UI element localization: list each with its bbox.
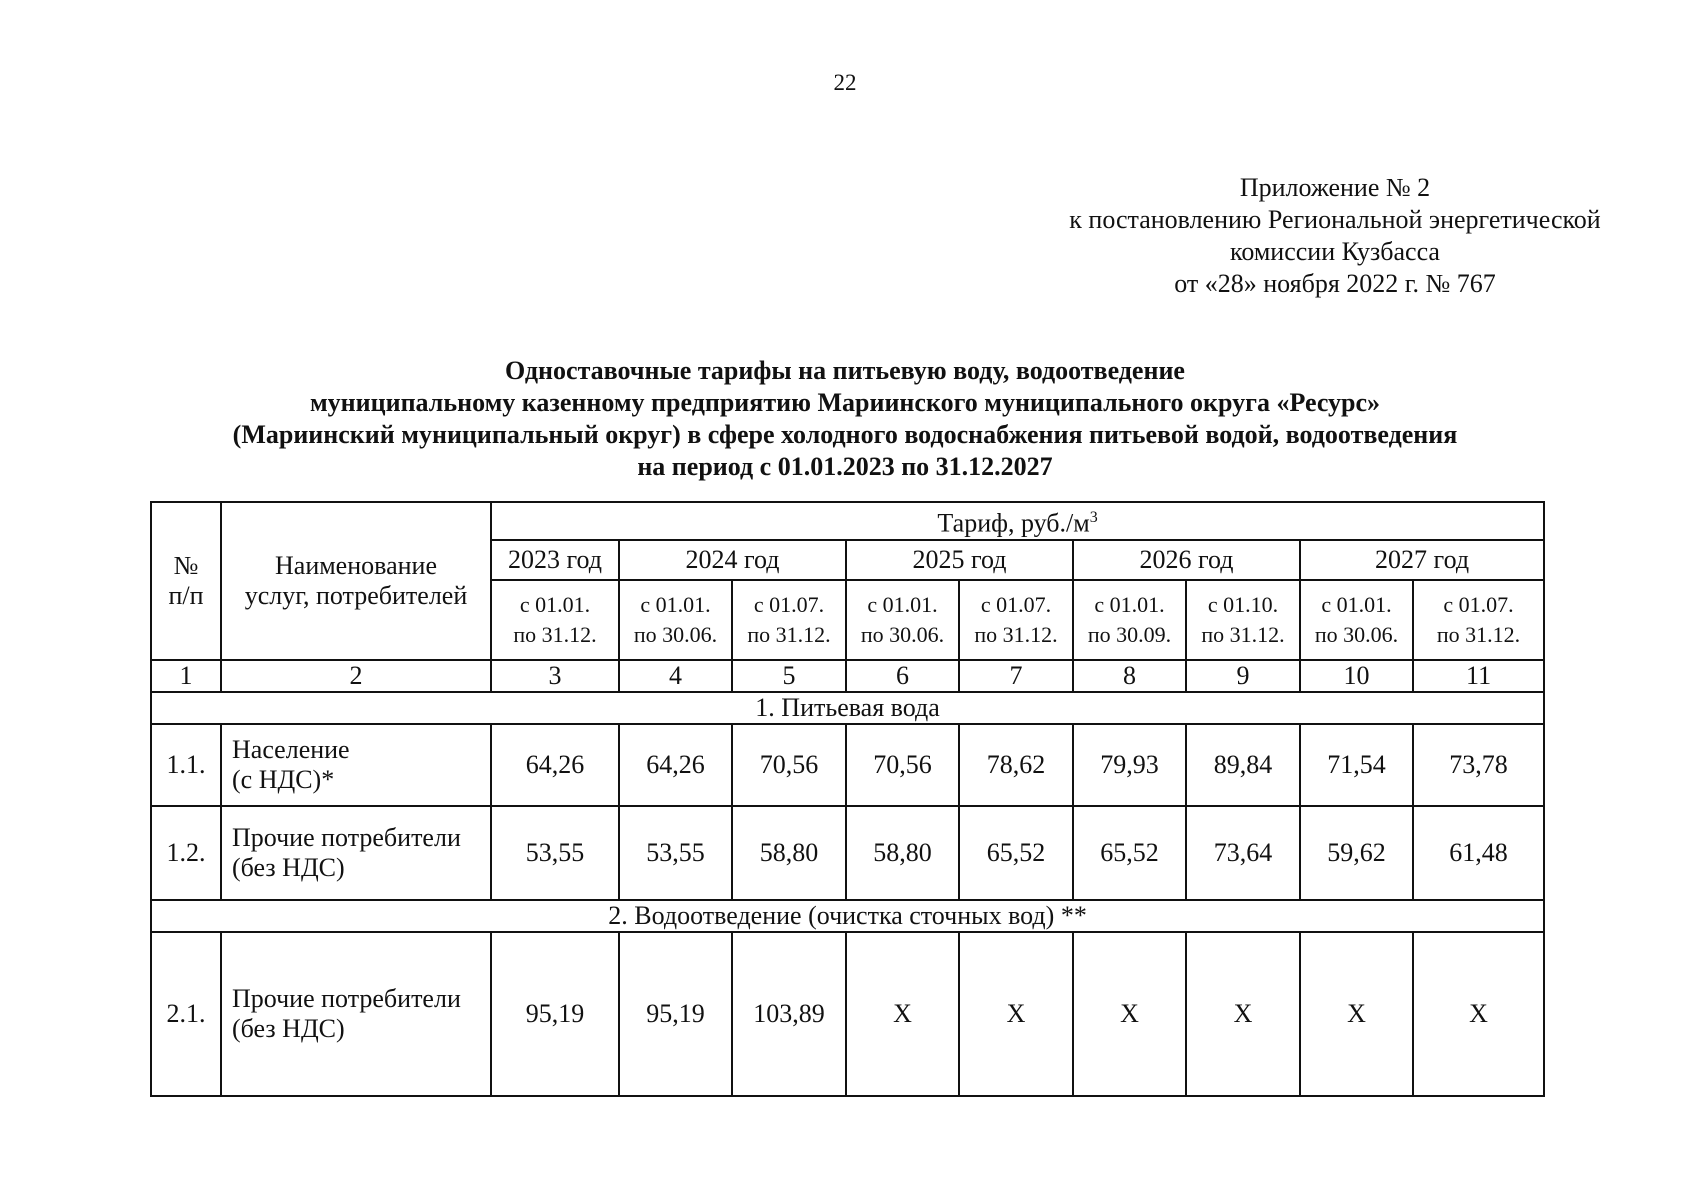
appendix-line-1: Приложение № 2: [1239, 173, 1431, 202]
period-from: с 01.01.: [1094, 591, 1165, 617]
tariff-value: 95,19: [619, 932, 732, 1096]
column-number: 8: [1073, 660, 1186, 692]
tariff-value: 79,93: [1073, 724, 1186, 806]
period-to: по 30.09.: [1087, 621, 1172, 647]
tariff-value: 59,62: [1300, 806, 1413, 900]
header-tariff-text: Тариф, руб./м: [937, 508, 1090, 538]
row-number: 2.1.: [151, 932, 221, 1096]
column-number: 10: [1300, 660, 1413, 692]
period-header: [732, 580, 846, 660]
row-number: 1.2.: [151, 806, 221, 900]
title-line-2: муниципальному казенному предприятию Мариинского муниципального округа «Ресурс»: [309, 388, 1381, 417]
column-number: 11: [1413, 660, 1544, 692]
period-from: с 01.07.: [980, 591, 1052, 617]
period-to: по 31.12.: [1201, 621, 1285, 647]
period-from: с 01.07.: [1443, 591, 1514, 617]
column-number: 6: [846, 660, 959, 692]
period-from: с 01.01.: [640, 591, 711, 617]
tariff-value: 73,78: [1413, 724, 1544, 806]
tariff-value: 64,26: [491, 724, 619, 806]
period-to: по 30.06.: [633, 621, 718, 647]
tariff-value: X: [1300, 932, 1413, 1096]
title-line-4: на период с 01.01.2023 по 31.12.2027: [637, 452, 1053, 481]
year-header: 2027 год: [1300, 540, 1544, 580]
consumer-name-line-1: Население: [232, 734, 350, 764]
page-number: 22: [833, 70, 857, 95]
document-title: [120, 355, 1570, 483]
year-header: 2024 год: [619, 540, 846, 580]
period-to: по 30.06.: [1314, 621, 1399, 647]
year-header: 2026 год: [1073, 540, 1300, 580]
table-row: [151, 724, 1544, 806]
tariff-value: 89,84: [1186, 724, 1300, 806]
period-header: [619, 580, 732, 660]
tariff-value: 58,80: [732, 806, 846, 900]
period-to: по 31.12.: [747, 621, 831, 647]
column-number: 1: [151, 660, 221, 692]
row-consumer-name: [221, 724, 491, 806]
period-from: с 01.01.: [867, 591, 938, 617]
period-to: по 30.06.: [860, 621, 945, 647]
row-consumer-name: [221, 806, 491, 900]
tariff-value: 71,54: [1300, 724, 1413, 806]
tariff-value: 61,48: [1413, 806, 1544, 900]
header-num-line-1: №: [173, 550, 199, 580]
column-number: 7: [959, 660, 1073, 692]
period-header: [1073, 580, 1186, 660]
tariff-value: X: [1186, 932, 1300, 1096]
header-num-cell: [151, 502, 221, 660]
period-to: по 31.12.: [513, 621, 597, 647]
consumer-name-line-2: (с НДС)*: [232, 764, 335, 794]
period-from: с 01.01.: [1321, 591, 1392, 617]
header-tariff-cell: [491, 502, 1544, 540]
tariff-value: 65,52: [959, 806, 1073, 900]
period-header: [959, 580, 1073, 660]
period-from: с 01.10.: [1207, 591, 1279, 617]
header-name-line-1: Наименование: [275, 550, 437, 580]
tariff-value: X: [846, 932, 959, 1096]
header-name-line-2: услуг, потребителей: [244, 580, 468, 610]
consumer-name-line-1: Прочие потребители: [232, 983, 461, 1013]
period-header: [846, 580, 959, 660]
section-title-wastewater: 2. Водоотведение (очистка сточных вод) **: [151, 900, 1544, 932]
column-number: 3: [491, 660, 619, 692]
appendix-line-2: к постановлению Региональной энергетической: [1069, 205, 1601, 234]
consumer-name-line-1: Прочие потребители: [232, 822, 461, 852]
header-num-line-2: п/п: [168, 580, 204, 610]
tariff-value: 53,55: [619, 806, 732, 900]
period-to: по 31.12.: [974, 621, 1058, 647]
row-number: 1.1.: [151, 724, 221, 806]
tariff-value: 53,55: [491, 806, 619, 900]
column-number: 4: [619, 660, 732, 692]
period-header: [1186, 580, 1300, 660]
tariff-value: 70,56: [732, 724, 846, 806]
column-number: 5: [732, 660, 846, 692]
column-number: 2: [221, 660, 491, 692]
title-line-1: Одноставочные тарифы на питьевую воду, водоотведение: [505, 356, 1185, 385]
period-header: [1413, 580, 1544, 660]
row-consumer-name: [221, 932, 491, 1096]
tariff-value: 64,26: [619, 724, 732, 806]
period-from: с 01.01.: [519, 591, 591, 617]
period-header: [1300, 580, 1413, 660]
appendix-line-4: от «28» ноября 2022 г. № 767: [1174, 269, 1496, 298]
year-header: 2025 год: [846, 540, 1073, 580]
tariff-value: 103,89: [732, 932, 846, 1096]
tariff-value: 95,19: [491, 932, 619, 1096]
title-line-3: (Мариинский муниципальный округ) в сфере холодного водоснабжения питьевой водой, водоотведения: [232, 420, 1458, 449]
tariff-table: [150, 501, 1545, 1097]
tariff-value: 78,62: [959, 724, 1073, 806]
tariff-value: X: [1413, 932, 1544, 1096]
tariff-value: X: [959, 932, 1073, 1096]
year-header: 2023 год: [491, 540, 619, 580]
section-title-drinking-water: 1. Питьевая вода: [151, 692, 1544, 724]
tariff-value: 58,80: [846, 806, 959, 900]
table-row: [151, 932, 1544, 1096]
column-number: 9: [1186, 660, 1300, 692]
tariff-value: 70,56: [846, 724, 959, 806]
period-header: [491, 580, 619, 660]
period-to: по 31.12.: [1436, 621, 1521, 647]
tariff-value: X: [1073, 932, 1186, 1096]
tariff-value: 65,52: [1073, 806, 1186, 900]
period-from: с 01.07.: [753, 591, 825, 617]
appendix-line-3: комиссии Кузбасса: [1230, 237, 1440, 266]
consumer-name-line-2: (без НДС): [232, 1013, 345, 1043]
table-row: [151, 806, 1544, 900]
header-tariff-sup: 3: [1089, 509, 1098, 526]
appendix-block: [1020, 172, 1650, 300]
consumer-name-line-2: (без НДС): [232, 852, 345, 882]
column-number-row: [151, 660, 1544, 692]
header-name-cell: [221, 502, 491, 660]
tariff-value: 73,64: [1186, 806, 1300, 900]
